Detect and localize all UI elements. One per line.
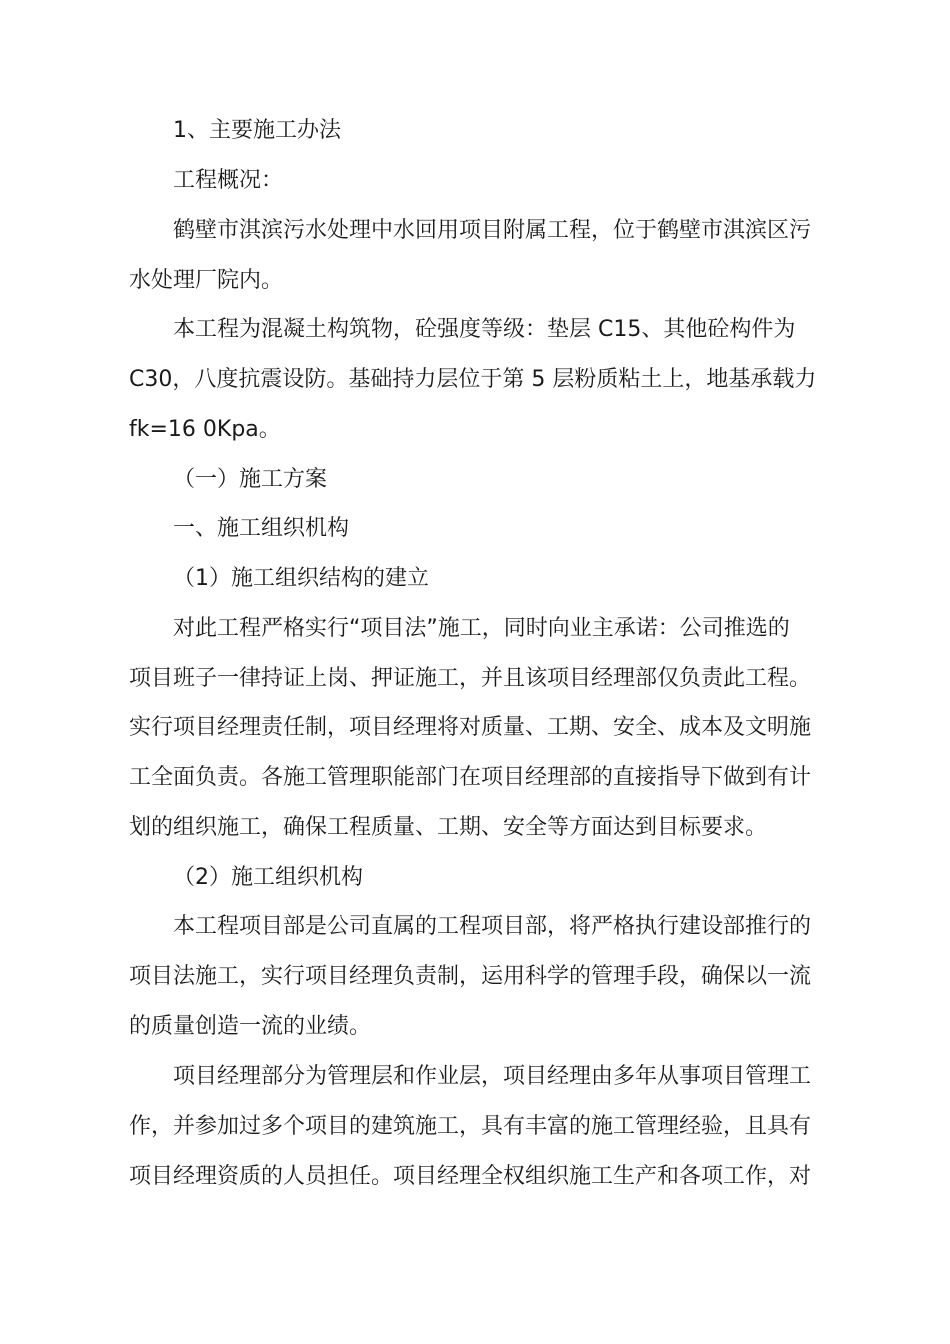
heading-organization: 一、施工组织机构	[173, 516, 350, 541]
heading-main-methods: 1、主要施工办法	[173, 118, 341, 143]
paragraph-line: 的质量创造一流的业绩。	[129, 1014, 372, 1039]
paragraph-line: 本工程为混凝土构筑物，砼强度等级：垫层 C15、其他砼构件为	[173, 317, 796, 342]
subheading-project-overview: 工程概况：	[173, 168, 284, 193]
paragraph-line: 鹤壁市淇滨污水处理中水回用项目附属工程，位于鹤壁市淇滨区污	[173, 218, 812, 243]
heading-structure-setup: （1）施工组织结构的建立	[173, 566, 429, 591]
heading-construction-plan: （一）施工方案	[173, 467, 328, 492]
paragraph-line: 划的组织施工，确保工程质量、工期、安全等方面达到目标要求。	[129, 815, 768, 840]
paragraph-line: fk=16 0Kpa。	[129, 417, 281, 442]
paragraph-line: 项目经理资质的人员担任。项目经理全权组织施工生产和各项工作，对	[129, 1164, 812, 1189]
paragraph-line: 本工程项目部是公司直属的工程项目部，将严格执行建设部推行的	[173, 914, 812, 939]
paragraph-line: 项目法施工，实行项目经理负责制，运用科学的管理手段，确保以一流	[129, 964, 812, 989]
paragraph-line: C30，八度抗震设防。基础持力层位于第 5 层粉质粘土上，地基承载力	[129, 367, 817, 392]
paragraph-line: 工全面负责。各施工管理职能部门在项目经理部的直接指导下做到有计	[129, 765, 812, 790]
heading-org-institution: （2）施工组织机构	[173, 865, 363, 890]
paragraph-line: 对此工程严格实行“项目法”施工，同时向业主承诺：公司推选的	[173, 616, 790, 641]
paragraph-line: 作，并参加过多个项目的建筑施工，具有丰富的施工管理经验，且具有	[129, 1114, 812, 1139]
paragraph-line: 实行项目经理责任制，项目经理将对质量、工期、安全、成本及文明施	[129, 715, 812, 740]
paragraph-line: 水处理厂院内。	[129, 268, 284, 293]
paragraph-line: 项目经理部分为管理层和作业层，项目经理由多年从事项目管理工	[173, 1064, 812, 1089]
paragraph-line: 项目班子一律持证上岗、押证施工，并且该项目经理部仅负责此工程。	[129, 666, 812, 691]
